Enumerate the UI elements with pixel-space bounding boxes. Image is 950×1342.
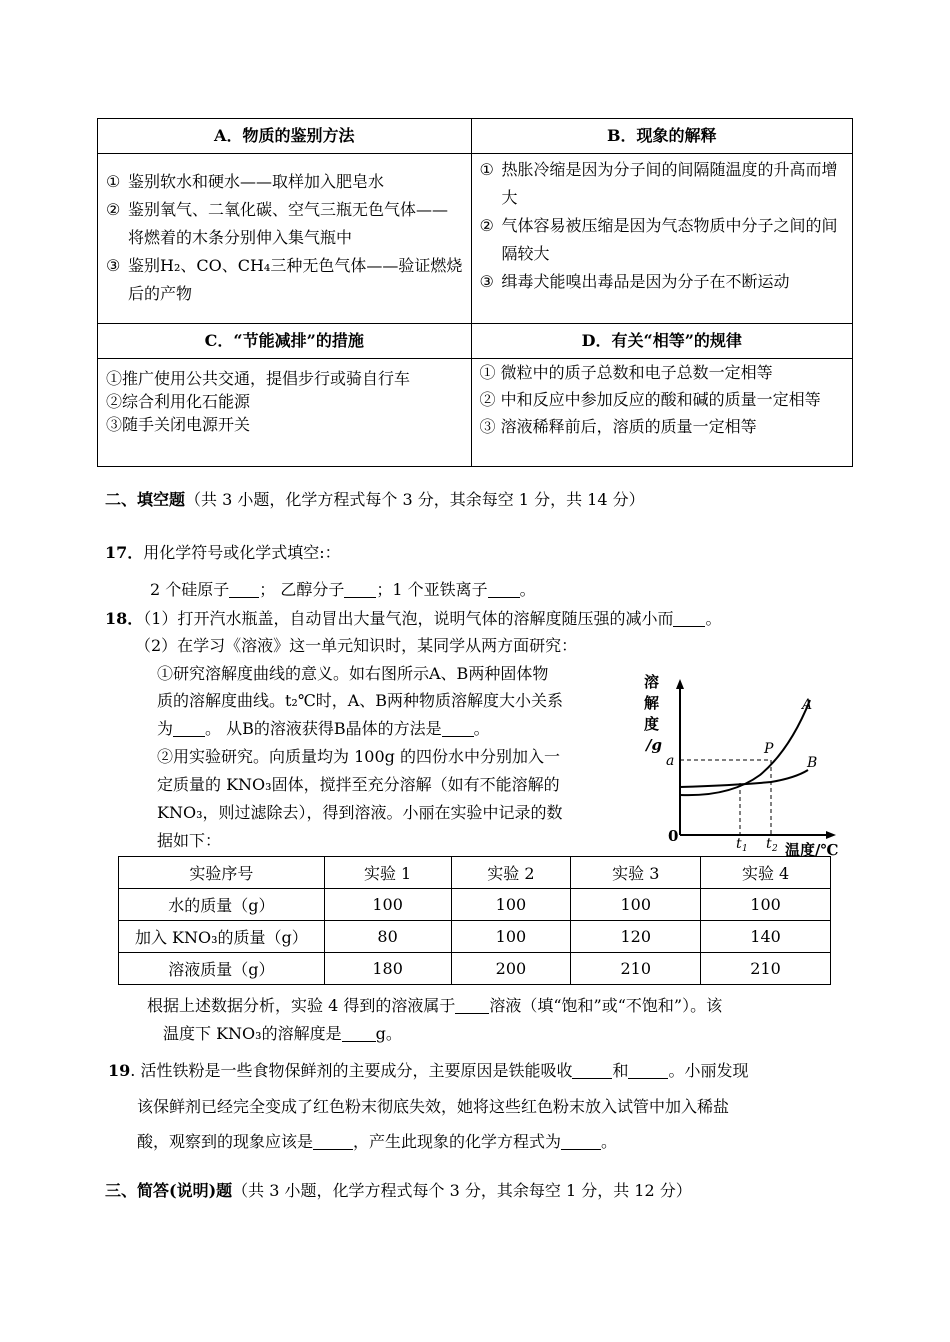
t2-subscript: 2 (772, 844, 778, 854)
table-cell: 100 (451, 889, 571, 921)
t1-label: t (736, 836, 742, 852)
table-cell: 加入 KNO₃的质量（g） (119, 921, 325, 953)
answer-blank[interactable] (488, 579, 520, 598)
table-cell: 100 (324, 889, 451, 921)
list-item: ② 气体容易被压缩是因为气态物质中分子之间的间隔较大 (479, 216, 838, 263)
question-18-line: 据如下： (157, 831, 222, 850)
table-cell: 210 (701, 953, 831, 985)
question-18: 18．（1）打开汽水瓶盖，自动冒出大量气泡，说明气体的溶解度随压强的减小而 。 (105, 609, 722, 628)
section-2-heading: 二、填空题（共 3 小题，化学方程式每个 3 分，其余每空 1 分，共 14 分） (105, 490, 645, 509)
comparison-table (97, 118, 853, 467)
column-header: 实验 2 (451, 857, 571, 889)
answer-blank[interactable] (673, 608, 705, 627)
cell-d-body (471, 359, 852, 467)
column-header: 实验 4 (701, 857, 831, 889)
t1-subscript: 1 (742, 844, 748, 854)
table-cell: 水的质量（g） (119, 889, 325, 921)
table-cell: 100 (451, 921, 571, 953)
y-label-char: 溶 (644, 673, 660, 691)
table-cell: 120 (571, 921, 701, 953)
table-cell: 溶液质量（g） (119, 953, 325, 985)
question-18-line: ①研究溶解度曲线的意义。如右图所示A、B两种固体物 (157, 664, 549, 683)
cell-a-title: A．物质的鉴别方法 (98, 119, 472, 154)
cell-c-body (98, 359, 472, 467)
cell-b-title: B．现象的解释 (471, 119, 852, 154)
section-3-heading: 三、简答(说明)题（共 3 小题，化学方程式每个 3 分，其余每空 1 分，共 12 分） (105, 1181, 692, 1200)
curve-a-label: A (802, 697, 813, 713)
cell-a-body (98, 154, 472, 324)
question-18-line: 质的溶解度曲线。t₂℃时，A、B两种物质溶解度大小关系 (157, 691, 564, 710)
question-18-solubility: 温度下 KNO₃的溶解度是 g。 (163, 1024, 402, 1043)
answer-blank[interactable] (313, 1131, 353, 1150)
list-item: ③ 缉毒犬能嗅出毒品是因为分子在不断运动 (479, 272, 790, 291)
curve-b-label: B (807, 755, 818, 771)
question-18-analysis: 根据上述数据分析，实验 4 得到的溶液属于 溶液（填“饱和”或“不饱和”）。该 (147, 996, 723, 1015)
answer-blank[interactable] (628, 1060, 668, 1079)
table-cell: 140 (701, 921, 831, 953)
y-axis-arrow-icon (676, 679, 684, 689)
table-row (119, 889, 831, 921)
origin-label: 0 (668, 827, 679, 845)
list-item: ③随手关闭电源开关 (106, 415, 251, 434)
question-18-line: 为 。 从B的溶液获得B晶体的方法是 。 (157, 719, 490, 738)
cell-c-title: C．“节能减排”的措施 (98, 324, 472, 359)
table-header-row (119, 857, 831, 889)
answer-blank[interactable] (572, 1060, 612, 1079)
list-item: ①推广使用公共交通，提倡步行或骑自行车 (106, 369, 411, 388)
column-header: 实验 3 (571, 857, 701, 889)
cell-d-title: D．有关“相等”的规律 (471, 324, 852, 359)
y-label-char: /g (646, 736, 662, 754)
column-header: 实验序号 (119, 857, 325, 889)
answer-blank[interactable] (173, 718, 205, 737)
table-cell: 100 (701, 889, 831, 921)
table-cell: 180 (324, 953, 451, 985)
x-axis-label: 温度/℃ (785, 841, 839, 859)
list-item: ③ 溶液稀释前后，溶质的质量一定相等 (479, 417, 757, 436)
table-cell: 80 (324, 921, 451, 953)
answer-blank[interactable] (344, 579, 376, 598)
curve-b (680, 770, 808, 787)
list-item: ① 热胀冷缩是因为分子间的间隔随温度的升高而增大 (479, 160, 838, 207)
list-item: ③ 鉴别H₂、CO、CH₄三种无色气体——验证燃烧后的产物 (106, 256, 463, 303)
table-cell: 210 (571, 953, 701, 985)
table-cell: 200 (451, 953, 571, 985)
p-label: P (764, 741, 774, 757)
y-label-char: 度 (644, 715, 660, 733)
list-item: ① 鉴别软水和硬水——取样加入肥皂水 (106, 172, 385, 191)
answer-blank[interactable] (455, 995, 489, 1014)
answer-blank[interactable] (229, 579, 259, 598)
question-19: 19. 活性铁粉是一些食物保鲜剂的主要成分，主要原因是铁能吸收 和 。小丽发现 (108, 1061, 749, 1080)
table-row (119, 953, 831, 985)
question-17: 17．用化学符号或化学式填空:： (105, 543, 341, 562)
question-18-line: KNO₃，则过滤除去），得到溶液。小丽在实验中记录的数 (157, 803, 563, 822)
answer-blank[interactable] (561, 1131, 601, 1150)
list-item: ②综合利用化石能源 (106, 392, 251, 411)
question-18-line: 定质量的 KNO₃固体，搅拌至充分溶解（如有不能溶解的 (157, 775, 560, 794)
table-cell: 100 (571, 889, 701, 921)
question-19-line: 酸，观察到的现象应该是 ，产生此现象的化学方程式为 。 (137, 1132, 618, 1151)
experiment-data-table (118, 856, 831, 985)
question-18-line: ②用实验研究。向质量均为 100g 的四份水中分别加入一 (157, 747, 560, 766)
list-item: ② 中和反应中参加反应的酸和碱的质量一定相等 (479, 390, 821, 409)
question-17-blanks: 2 个硅原子 ； 乙醇分子 ；1 个亚铁离子 。 (150, 580, 536, 599)
answer-blank[interactable] (442, 718, 474, 737)
solubility-graph (640, 665, 850, 860)
table-row (119, 921, 831, 953)
list-item: ② 鉴别氧气、二氧化碳、空气三瓶无色气体——将燃着的木条分别伸入集气瓶中 (106, 200, 449, 247)
t2-label: t (766, 836, 772, 852)
question-18-part2: （2）在学习《溶液》这一单元知识时，某同学从两方面研究： (135, 636, 578, 655)
x-axis-arrow-icon (826, 831, 836, 839)
column-header: 实验 1 (324, 857, 451, 889)
y-label-char: 解 (644, 694, 660, 712)
a-label: a (666, 753, 675, 769)
question-19-line: 该保鲜剂已经完全变成了红色粉末彻底失效，她将这些红色粉末放入试管中加入稀盐 (137, 1097, 730, 1116)
answer-blank[interactable] (342, 1023, 376, 1042)
cell-b-body (471, 154, 852, 324)
curve-a (680, 700, 810, 795)
list-item: ① 微粒中的质子总数和电子总数一定相等 (479, 363, 773, 382)
